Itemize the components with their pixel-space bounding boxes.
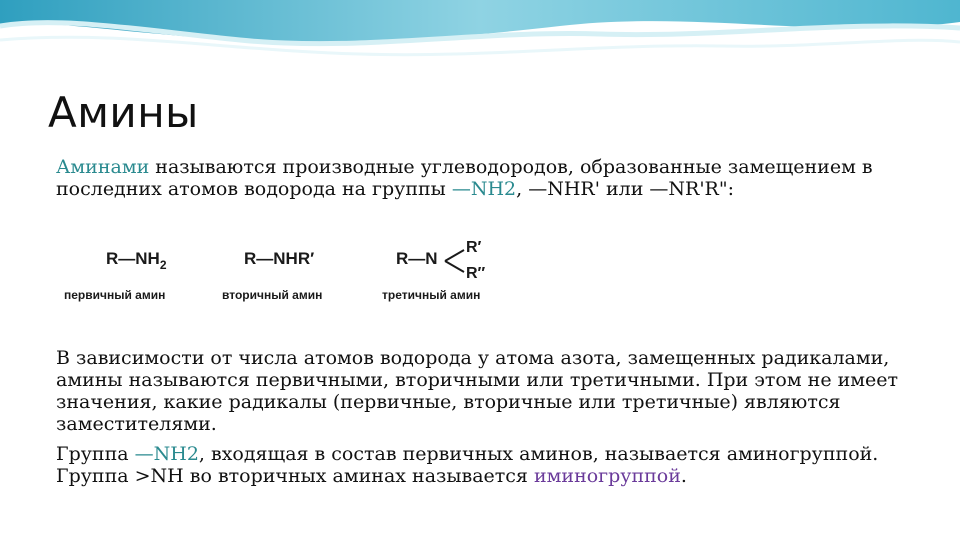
aminogroup-paragraph bbox=[56, 443, 916, 487]
formula-tertiary: R—N bbox=[396, 249, 438, 268]
aminogroup-text-a: Группа bbox=[56, 443, 135, 465]
substituent-r1: R′ bbox=[466, 239, 482, 256]
caption-tertiary: третичный амин bbox=[382, 288, 481, 302]
header-wave-decoration bbox=[0, 0, 960, 70]
definition-text-a: называются производные углеводородов, образованные замещением в последних атомов водорода на группы bbox=[56, 156, 873, 200]
slide-title: Амины bbox=[48, 88, 199, 137]
definition-text-b: , —NHR' или —NR'R": bbox=[516, 178, 735, 200]
group-nh2: —NH2 bbox=[451, 178, 517, 200]
substituent-r2: R″ bbox=[466, 265, 486, 282]
caption-primary: первичный амин bbox=[64, 288, 166, 302]
group-nh2-second: —NH2 bbox=[134, 443, 199, 465]
term-iminogroup: иминогруппой bbox=[533, 465, 681, 487]
caption-secondary: вторичный амин bbox=[222, 288, 323, 302]
term-aminy: Аминами bbox=[56, 156, 150, 178]
formula-secondary: R—NHR′ bbox=[244, 249, 315, 268]
aminogroup-text-c: . bbox=[680, 465, 687, 487]
amine-formulas-figure bbox=[56, 232, 528, 308]
definition-paragraph bbox=[56, 156, 916, 200]
aminogroup-text-b: , входящая в состав первичных аминов, называется аминогруппой. Группа >NH во вторичных аминах называется bbox=[56, 443, 879, 487]
classification-paragraph: В зависимости от числа атомов водорода у атома азота, замещенных радикалами, амины называются первичными, вторичными или третичными. При этом не имеет значения, какие радикалы (первичные, вторичные или третичные) являются заместителями. bbox=[56, 347, 899, 435]
formula-primary: $R—NH_2$ bbox=[106, 249, 167, 272]
